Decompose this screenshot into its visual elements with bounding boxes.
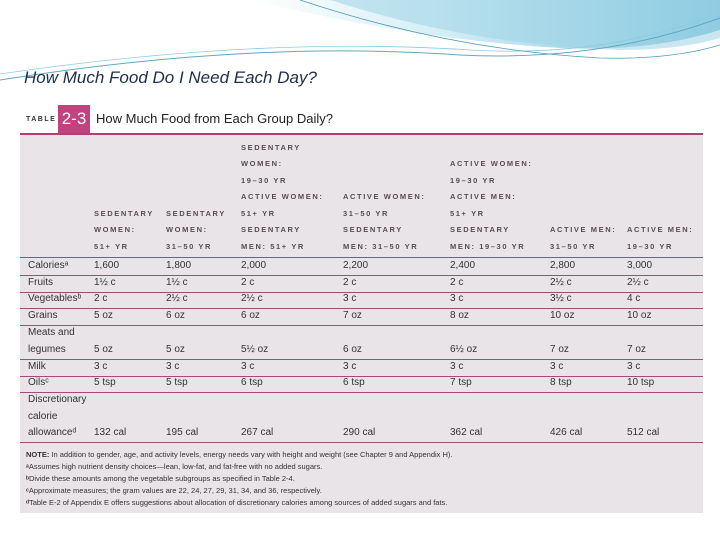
column-header-line: WOMEN: [166, 225, 208, 234]
table-cell: 3 c [343, 293, 357, 304]
row-divider [20, 325, 703, 326]
row-divider [20, 308, 703, 309]
table-cell: 7 oz [550, 343, 569, 355]
table-cell: 5 oz [166, 343, 185, 355]
row-divider [20, 392, 703, 393]
table-cell: 3½ c [550, 293, 572, 304]
note-key: ᵃ [26, 462, 29, 471]
table-cell: 2,000 [241, 260, 267, 271]
column-header-7 [627, 222, 693, 255]
table-cell: 3 c [627, 361, 641, 372]
row-divider [20, 442, 703, 443]
row-divider [20, 359, 703, 360]
slide-title: How Much Food Do I Need Each Day? [24, 68, 317, 87]
table-cell: 10 tsp [627, 377, 655, 388]
column-header-line: 51+ YR [94, 241, 129, 251]
column-header-line: MEN: 51+ YR [241, 241, 305, 251]
table-cell: 267 cal [241, 427, 274, 438]
table-cell: 3 c [241, 361, 255, 372]
table-cell: 512 cal [627, 427, 660, 438]
column-header-2 [166, 206, 226, 256]
table-cell: 10 oz [627, 310, 652, 321]
table-note [26, 497, 453, 509]
table-cell: 3 c [94, 361, 108, 372]
table-cell: 4 c [627, 293, 641, 304]
column-header-1 [94, 206, 154, 256]
column-header-line: SEDENTARY [450, 225, 510, 234]
column-header-line: ACTIVE MEN: [627, 225, 694, 234]
row-label: Fruits [28, 277, 53, 288]
column-header-6 [550, 222, 616, 255]
column-header-line: SEDENTARY [241, 225, 301, 234]
note-text: Divide these amounts among the vegetable subgroups as specified in Table 2-4. [28, 474, 295, 483]
table-cell: 7 tsp [450, 377, 472, 388]
table-header-bar [20, 103, 703, 135]
column-header-line: 19–30 YR [450, 175, 497, 185]
table-cell: 2 c [343, 277, 357, 288]
row-label: legumes [28, 343, 66, 355]
column-header-line: ACTIVE WOMEN: [450, 159, 533, 168]
column-header-line: MEN: 19–30 YR [450, 241, 526, 251]
row-label: allowanceᵈ [28, 427, 77, 438]
table-cell: 8 tsp [550, 377, 572, 388]
column-header-line: SEDENTARY [241, 142, 301, 152]
table-cell: 1,800 [166, 260, 192, 271]
table-cell: 5 tsp [94, 377, 116, 388]
note-text: Approximate measures; the gram values are 22, 24, 27, 29, 31, 34, and 36, respectively. [28, 486, 322, 495]
table-cell: 290 cal [343, 427, 376, 438]
table-note [26, 485, 453, 497]
column-header-line: WOMEN: [94, 225, 136, 234]
row-label: Milk [28, 361, 46, 372]
column-header-line: ACTIVE WOMEN: [343, 192, 426, 201]
column-header-line: 31–50 YR [343, 208, 390, 218]
table-cell: 10 oz [550, 310, 575, 321]
row-label: Oilsᶜ [28, 377, 49, 388]
table-cell: 7 oz [343, 310, 362, 321]
table-cell: 2,800 [550, 260, 576, 271]
table-cell: 5 tsp [166, 377, 188, 388]
table-cell: 6 tsp [343, 377, 365, 388]
table-cell: 6 oz [343, 343, 362, 355]
column-header-line: 31–50 YR [550, 241, 597, 251]
column-header-line: ACTIVE MEN: [550, 225, 617, 234]
column-header-line: 19–30 YR [627, 241, 674, 251]
table-cell: 1½ c [166, 277, 188, 288]
note-text: Assumes high nutrient density choices—lean, low-fat, and fat-free with no added sugars. [28, 462, 323, 471]
food-group-table [20, 103, 703, 513]
column-header-line: SEDENTARY [166, 208, 226, 218]
table-cell: 1½ c [94, 277, 116, 288]
table-note [26, 449, 453, 461]
table-cell: 3 c [450, 361, 464, 372]
column-header-line: ACTIVE WOMEN: [241, 192, 324, 201]
table-cell: 5 oz [94, 310, 113, 321]
row-label: Vegetablesᵇ [28, 293, 82, 304]
table-cell: 132 cal [94, 427, 127, 438]
row-divider [20, 292, 703, 293]
table-cell: 362 cal [450, 427, 483, 438]
column-header-line: 51+ YR [241, 208, 276, 218]
table-cell: 6 tsp [241, 377, 263, 388]
row-label: calorie [28, 410, 58, 422]
table-cell: 5 oz [94, 343, 113, 355]
column-header-line: 51+ YR [450, 208, 485, 218]
column-header-line: 19–30 YR [241, 175, 288, 185]
table-cell: 2½ c [627, 277, 649, 288]
row-divider [20, 275, 703, 276]
table-cell: 8 oz [450, 310, 469, 321]
table-cell: 3,000 [627, 260, 653, 271]
table-cell: 7 oz [627, 343, 646, 355]
table-cell: 5½ oz [241, 343, 269, 355]
table-cell: 2 c [94, 293, 108, 304]
table-cell: 6 oz [241, 310, 260, 321]
column-header-3 [241, 140, 323, 256]
table-cell: 1,600 [94, 260, 120, 271]
row-label: Discretionary [28, 394, 87, 405]
note-text: Table E-2 of Appendix E offers suggestions about allocation of discretionary calories among sources of added sugars and fats. [28, 498, 448, 507]
table-cell: 426 cal [550, 427, 583, 438]
note-key: NOTE: [26, 450, 50, 459]
table-cell: 3 c [450, 293, 464, 304]
table-cell: 6½ oz [450, 343, 478, 355]
table-note [26, 473, 453, 485]
column-header-line: SEDENTARY [94, 208, 154, 218]
row-label: Caloriesᵃ [28, 260, 69, 271]
table-cell: 3 c [550, 361, 564, 372]
column-header-line: ACTIVE MEN: [450, 192, 517, 201]
column-header-4 [343, 189, 425, 255]
table-cell: 3 c [343, 361, 357, 372]
table-cell: 3 c [166, 361, 180, 372]
table-cell: 2½ c [166, 293, 188, 304]
note-key: ᵇ [26, 474, 29, 483]
row-label: Grains [28, 310, 58, 321]
table-notes [26, 449, 453, 509]
table-number: 2-3 [58, 105, 90, 133]
table-cell: 2,200 [343, 260, 369, 271]
row-label: Meats and [28, 327, 75, 338]
table-cell: 195 cal [166, 427, 199, 438]
column-header-line: MEN: 31–50 YR [343, 241, 419, 251]
note-key: ᵈ [26, 498, 29, 507]
table-cell: 2½ c [241, 293, 263, 304]
table-cell: 2 c [241, 277, 255, 288]
table-cell: 2,400 [450, 260, 476, 271]
table-note [26, 461, 453, 473]
note-text: In addition to gender, age, and activity levels, energy needs vary with height and weight (see Chapter 9 and Appendix H). [49, 450, 453, 459]
table-label: TABLE [26, 116, 57, 123]
column-header-line: 31–50 YR [166, 241, 213, 251]
column-header-line: SEDENTARY [343, 225, 403, 234]
table-cell: 6 oz [166, 310, 185, 321]
row-divider [20, 257, 703, 258]
table-title: How Much Food from Each Group Daily? [96, 111, 333, 126]
note-key: ᶜ [26, 486, 29, 495]
column-header-line: WOMEN: [241, 159, 283, 168]
column-header-5 [450, 156, 532, 255]
table-cell: 2 c [450, 277, 464, 288]
table-cell: 2½ c [550, 277, 572, 288]
